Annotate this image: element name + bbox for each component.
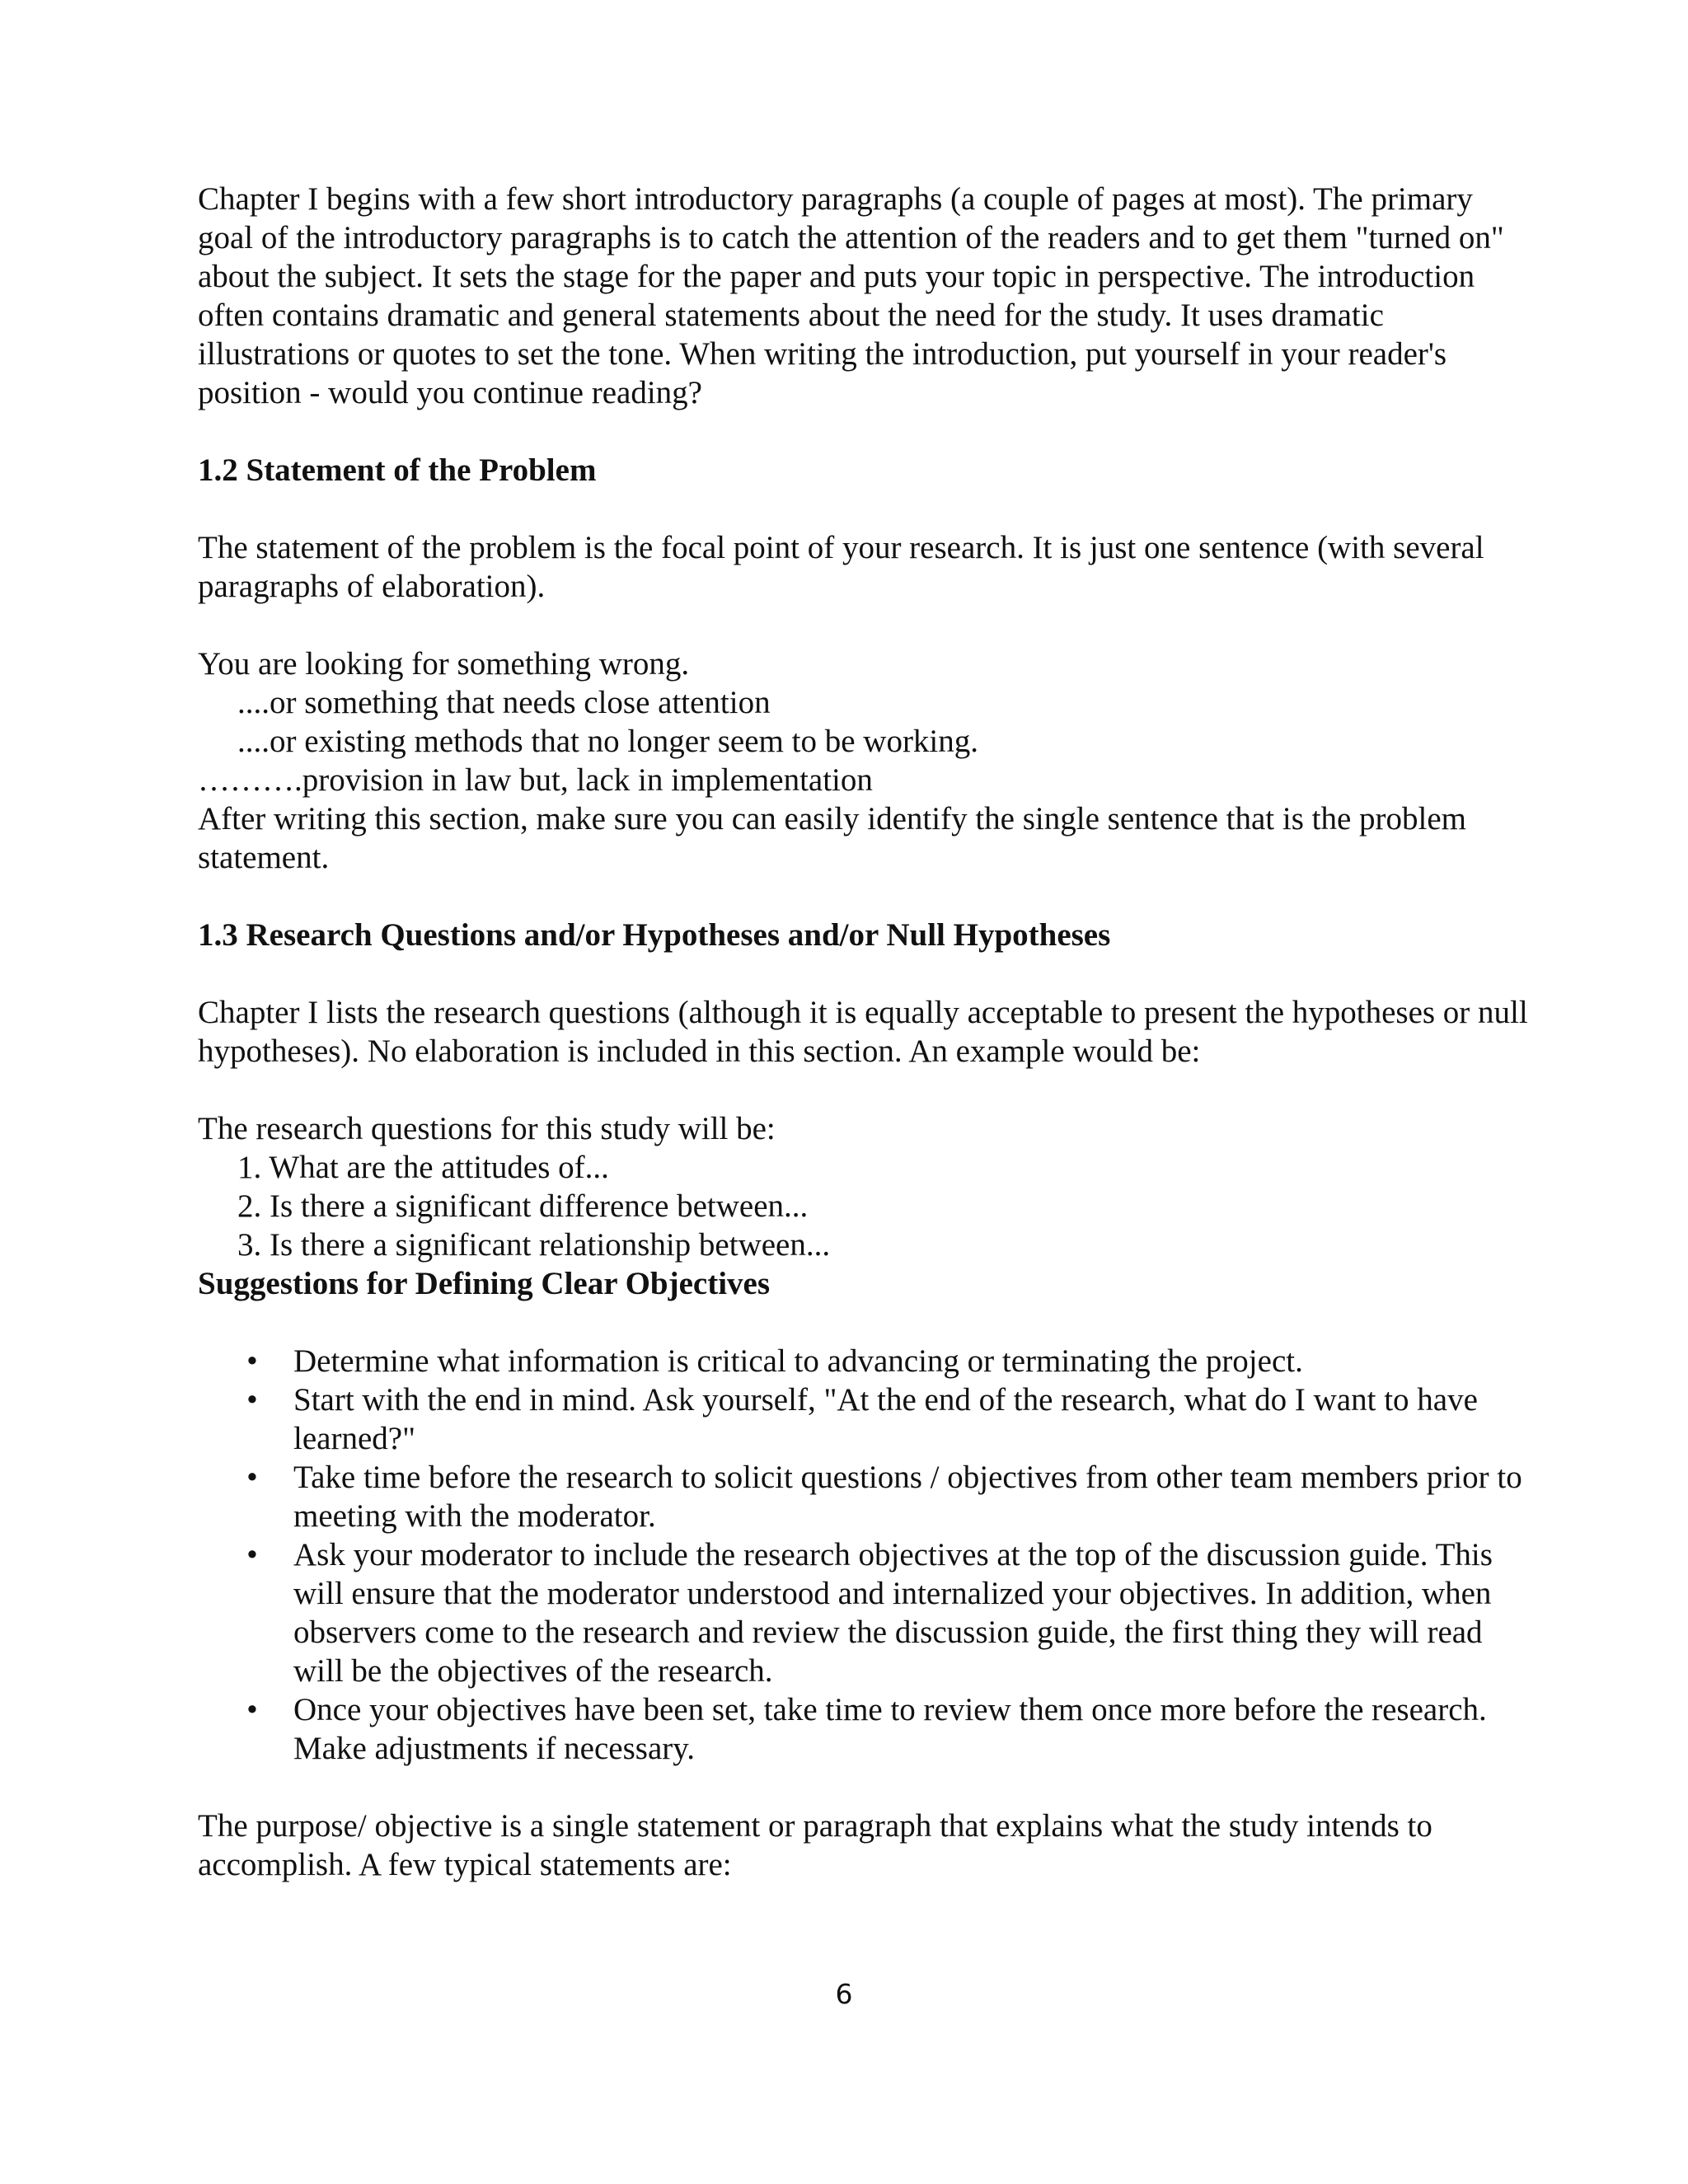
suggestion-item [198, 1380, 1533, 1458]
problem-statement-paragraph: The statement of the problem is the focal point of your research. It is just one sentence (with several paragraphs of elaboration). [198, 530, 1484, 604]
suggestion-text: Ask your moderator to include the research objectives at the top of the discussion guide. This will ensure that the moderator understood and internalized your objectives. In addition, when observers come to the research and review the discussion guide, the first thing they will read will be the objectives of the research. [293, 1537, 1493, 1689]
suggestions-list [198, 1342, 1533, 1768]
bullet-icon: • [246, 1460, 258, 1495]
intro-paragraph: Chapter I begins with a few short introductory paragraphs (a couple of pages at most). The primary goal of the introductory paragraphs is to catch the attention of the readers and to get them "turned on" about the subject. It sets the stage for the paper and puts your topic in perspective. The introduction often contains dramatic and general statements about the need for the study. It uses dramatic illustrations or quotes to set the tone. When writing the introduction, put yourself in your reader's position - would you continue reading? [198, 181, 1504, 410]
suggestion-text: Determine what information is critical to advancing or terminating the project. [293, 1343, 1303, 1379]
purpose-paragraph: The purpose/ objective is a single statement or paragraph that explains what the study intends to accomplish. A few typical statements are: [198, 1808, 1432, 1882]
suggestion-text: Take time before the research to solicit questions / objectives from other team members prior to meeting with the moderator. [293, 1460, 1522, 1534]
looking-for-line: You are looking for something wrong. [198, 646, 690, 682]
research-question-item: 2. Is there a significant difference between... [237, 1188, 809, 1224]
bullet-icon: • [246, 1692, 258, 1727]
bullet-icon: • [246, 1537, 258, 1572]
research-questions-intro: The research questions for this study will be: [198, 1111, 776, 1146]
research-question-item: 3. Is there a significant relationship between... [237, 1227, 831, 1263]
research-questions-paragraph: Chapter I lists the research questions (although it is equally acceptable to present the hypotheses or null hypotheses). No elaboration is included in this section. An example would be: [198, 995, 1528, 1069]
or-line-close-attention: ....or something that needs close attention [237, 685, 771, 720]
suggestion-item [198, 1690, 1533, 1768]
document-page [198, 180, 1533, 1884]
suggestion-item [198, 1458, 1533, 1535]
bullet-icon: • [246, 1382, 258, 1418]
research-questions-list [198, 1148, 1533, 1264]
suggestion-text: Start with the end in mind. Ask yourself, "At the end of the research, what do I want to have learned?" [293, 1382, 1478, 1456]
provision-line: ……….provision in law but, lack in implementation [198, 762, 873, 798]
research-question-item: 1. What are the attitudes of... [237, 1150, 609, 1185]
section-heading-suggestions: Suggestions for Defining Clear Objectives [198, 1266, 771, 1301]
suggestion-item [198, 1535, 1533, 1690]
suggestion-item [198, 1342, 1533, 1380]
page-number: 6 [835, 1978, 853, 2010]
problem-statement-closing: After writing this section, make sure you can easily identify the single sentence that is the problem statement. [198, 801, 1466, 875]
section-heading-problem-statement: 1.2 Statement of the Problem [198, 452, 597, 488]
section-heading-research-questions: 1.3 Research Questions and/or Hypotheses and/or Null Hypotheses [198, 917, 1111, 953]
or-line-existing-methods: ....or existing methods that no longer seem to be working. [237, 724, 979, 759]
bullet-icon: • [246, 1343, 258, 1379]
suggestion-text: Once your objectives have been set, take time to review them once more before the research. Make adjustments if necessary. [293, 1692, 1487, 1766]
